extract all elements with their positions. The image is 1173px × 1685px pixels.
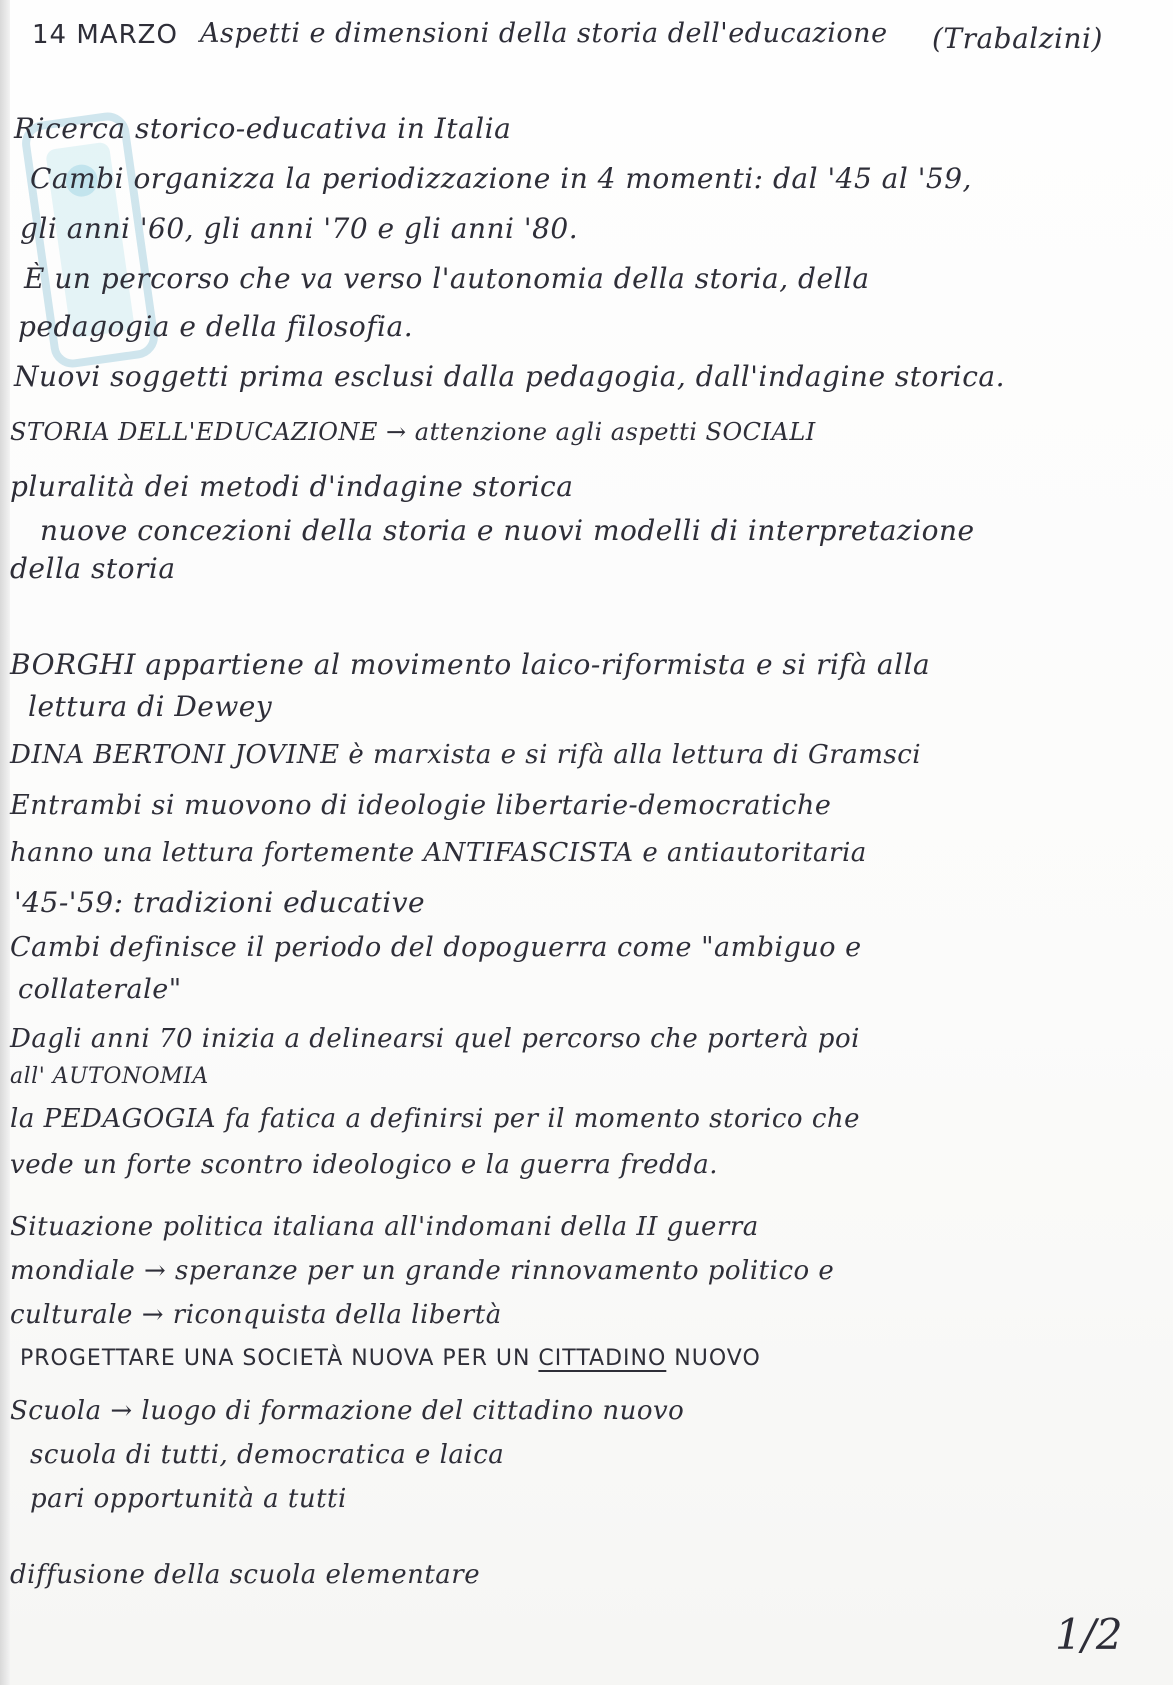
- body-line-30: pari opportunità a tutti: [30, 1484, 347, 1514]
- body-line-20: Dagli anni 70 inizia a delinearsi quel percorso che porterà poi: [10, 1024, 860, 1054]
- body-line-6: Nuovi soggetti prima esclusi dalla pedagogia, dall'indagine storica.: [14, 360, 1006, 393]
- body-line-9: nuove concezioni della storia e nuovi modelli di interpretazione: [40, 514, 975, 547]
- body-line-13: lettura di Dewey: [28, 690, 273, 723]
- body-line-16: hanno una lettura fortemente ANTIFASCISTA e antiautoritaria: [10, 838, 867, 868]
- body-line-17: '45-'59: tradizioni educative: [14, 886, 426, 919]
- body-line-31: diffusione della scuola elementare: [10, 1560, 481, 1590]
- body-line-7: STORIA DELL'EDUCAZIONE → attenzione agli aspetti SOCIALI: [10, 418, 816, 446]
- body-line-29: scuola di tutti, democratica e laica: [30, 1440, 505, 1470]
- body-line-28: Scuola → luogo di formazione del cittadino nuovo: [10, 1396, 685, 1426]
- note-author: (Trabalzini): [932, 22, 1103, 55]
- note-title: Aspetti e dimensioni della storia dell'educazione: [200, 18, 888, 49]
- body-line-23: vede un forte scontro ideologico e la guerra fredda.: [10, 1150, 719, 1180]
- body-line-15: Entrambi si muovono di ideologie libertarie-democratiche: [10, 790, 832, 821]
- body-line-18: Cambi definisce il periodo del dopoguerra come "ambiguo e: [10, 932, 862, 963]
- body-line-19: collaterale": [18, 974, 182, 1005]
- body-line-21: all' AUTONOMIA: [10, 1064, 209, 1089]
- body-line-5: pedagogia e della filosofia.: [18, 310, 414, 343]
- note-date: 14 MARZO: [32, 20, 178, 50]
- body-line-27-prefix: [20, 1346, 761, 1371]
- body-line-26: culturale → riconquista della libertà: [10, 1300, 502, 1330]
- page-binding-edge: [0, 0, 10, 1685]
- body-line-1: Ricerca storico-educativa in Italia: [14, 112, 512, 145]
- body-line-27a: PROGETTARE UNA SOCIETÀ NUOVA PER UN: [20, 1346, 539, 1371]
- body-line-27b: NUOVO: [666, 1346, 761, 1371]
- body-line-2: Cambi organizza la periodizzazione in 4 momenti: dal '45 al '59,: [30, 162, 972, 195]
- body-line-25: mondiale → speranze per un grande rinnovamento politico e: [10, 1256, 835, 1286]
- body-line-24: Situazione politica italiana all'indomani della II guerra: [10, 1212, 759, 1242]
- body-line-14: DINA BERTONI JOVINE è marxista e si rifà alla lettura di Gramsci: [10, 740, 922, 770]
- body-line-8: pluralità dei metodi d'indagine storica: [10, 470, 574, 503]
- body-line-27-underlined-word: CITTADINO: [538, 1346, 667, 1371]
- body-line-12: BORGHI appartiene al movimento laico-riformista e si rifà alla: [10, 648, 931, 681]
- body-line-10: della storia: [10, 552, 176, 585]
- body-line-4: È un percorso che va verso l'autonomia della storia, della: [24, 262, 870, 295]
- page-number: 1/2: [1055, 1610, 1123, 1659]
- body-line-22: la PEDAGOGIA fa fatica a definirsi per il momento storico che: [10, 1104, 861, 1134]
- body-line-3: gli anni '60, gli anni '70 e gli anni '80.: [20, 212, 579, 245]
